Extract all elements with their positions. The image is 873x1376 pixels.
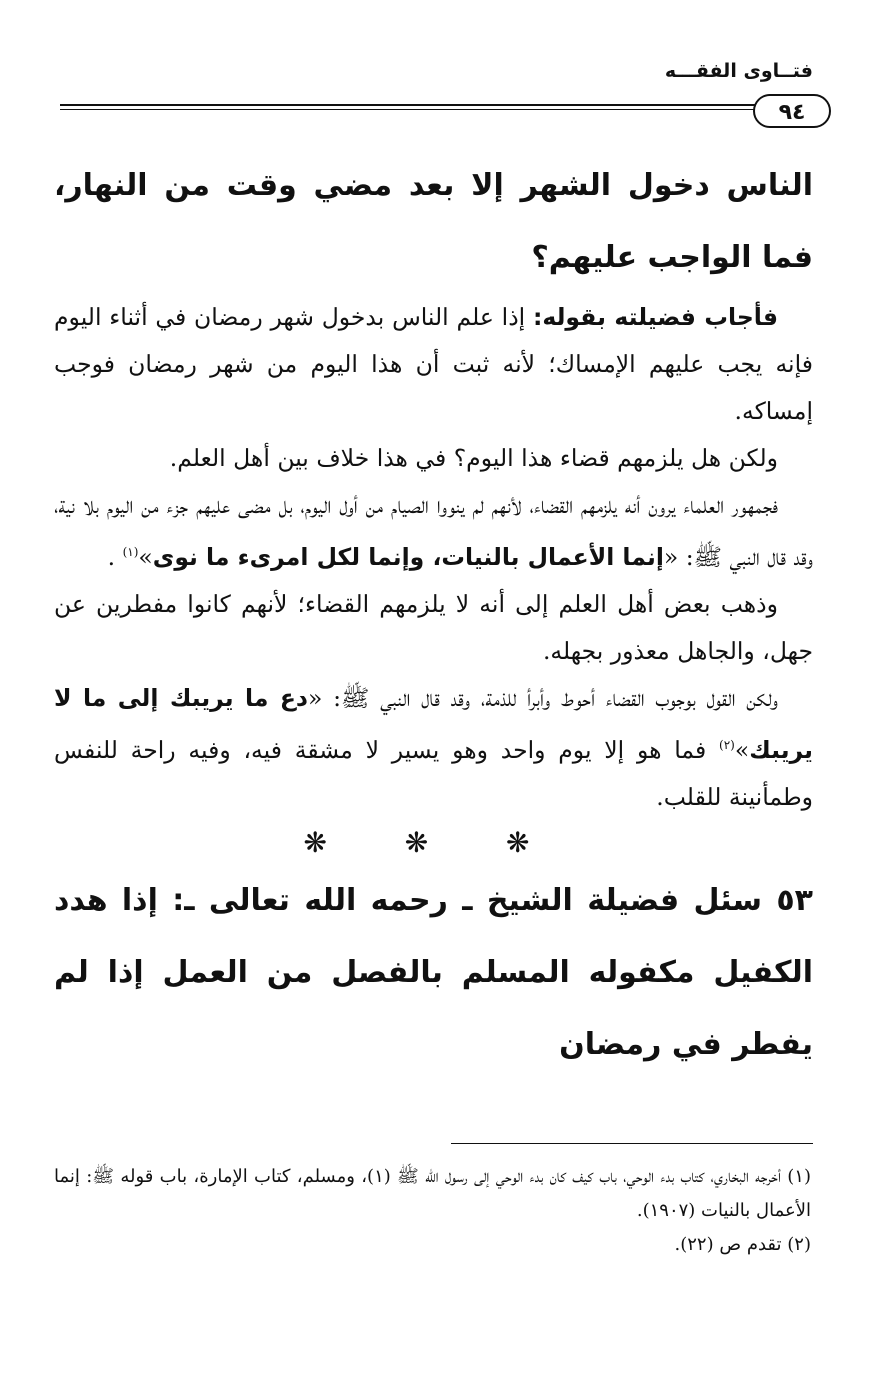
main-text [54,150,813,1081]
footnote-ref-2[interactable]: (٢) [719,737,735,752]
answer-text-3b: » [138,542,153,571]
question-53: ٥٣ سئل فضيلة الشيخ ـ رحمه الله تعالى ـ: إذا هدد الكفيل مكفوله المسلم بالفصل من العمل إذا لم يفطر في رمضان [54,882,813,1062]
footnote-ref-1[interactable]: (١) [122,545,139,559]
header-rule-thin [60,109,755,110]
footnote-2: (٢) تقدم ص (٢٢). [674,1234,811,1255]
answer-paragraph-3 [54,482,813,581]
answer-paragraph-4: وذهب بعض أهل العلم إلى أنه لا يلزمهم القضاء؛ لأنهم كانوا مفطرين عن جهل، والجاهل معذور بجهله. [54,589,813,665]
answer-paragraph-2: ولكن هل يلزمهم قضاء هذا اليوم؟ في هذا خلاف بين أهل العلم. [169,444,778,472]
page-number: ٩٤ [753,94,831,128]
header-rule [60,104,755,106]
footnote-1: (١) أخرجه البخاري، كتاب بدء الوحي، باب كيف كان بدء الوحي إلى رسول الله ﷺ (١)، ومسلم، كتاب الإمارة، باب قوله ﷺ: إنما الأعمال بالنيات (١٩٠٧). [54,1166,811,1221]
answer-text-5a: ولكن القول بوجوب القضاء أحوط وأبرأ للذمة، وقد قال النبي ﷺ: « [308,683,778,712]
answer-text-5b: » [734,735,750,764]
section-separator: ❋ ❋ ❋ [303,825,564,859]
hadith-1: إنما الأعمال بالنيات، وإنما لكل امرىء ما نوى [152,542,664,571]
answer-paragraph-5 [54,675,813,821]
answer-text-3a: فجمهور العلماء يرون أنه يلزمهم القضاء، لأنهم لم ينووا الصيام من أول اليوم، بل مضى عليهم جزء من اليوم بلا نية، وقد قال النبي ﷺ: « [54,491,813,571]
answer-lead: فأجاب فضيلته بقوله: [532,303,779,331]
running-title: فتــاوى الفقـــه [664,60,813,82]
hadith-2: دع ما يريبك إلى ما لا يريبك [54,683,813,764]
answer-text-3-end: . [107,542,123,571]
answer-text-5c: فما هو إلا يوم واحد وهو يسير لا مشقة فيه، وفيه راحة للنفس وطمأنينة للقلب. [54,735,813,811]
answer-paragraph-1 [54,294,813,435]
question-continued: الناس دخول الشهر إلا بعد مضي وقت من النهار، فما الواجب عليهم؟ [54,168,813,275]
footnotes [54,1160,811,1262]
footnote-rule [451,1143,813,1144]
answer-text-1: إذا علم الناس بدخول شهر رمضان في أثناء اليوم فإنه يجب عليهم الإمساك؛ لأنه ثبت أن هذا اليوم من شهر رمضان فوجب إمساكه. [54,303,813,425]
